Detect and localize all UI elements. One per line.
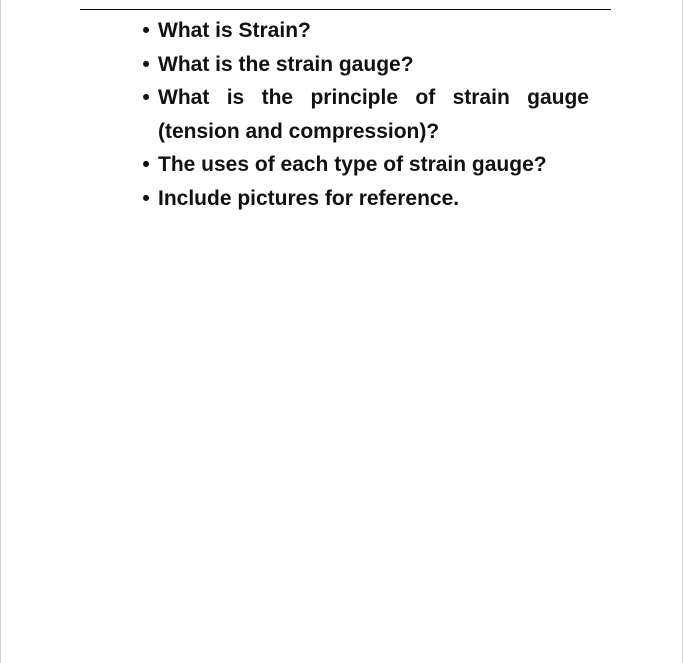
list-item	[1, 148, 683, 182]
question-list	[1, 14, 683, 215]
list-item-text: The uses of each type of strain gauge?	[158, 153, 547, 176]
list-item	[1, 182, 683, 216]
bullet-icon: •	[142, 186, 150, 210]
list-item-text-line-2: (tension and compression)?	[158, 119, 440, 143]
list-item-text: What is the strain gauge?	[158, 52, 414, 76]
bullet-icon: •	[142, 19, 150, 42]
list-item-text: What is Strain?	[158, 19, 311, 42]
list-item	[1, 81, 683, 148]
bullet-icon: •	[142, 86, 150, 109]
bullet-icon: •	[142, 52, 150, 76]
list-item-text-line-1: What is the principle of strain gauge	[158, 86, 589, 109]
list-item	[1, 48, 683, 82]
list-item-text: Include pictures for reference.	[158, 186, 460, 210]
list-item	[1, 14, 683, 48]
top-horizontal-rule	[80, 9, 611, 10]
bullet-icon: •	[142, 153, 150, 176]
